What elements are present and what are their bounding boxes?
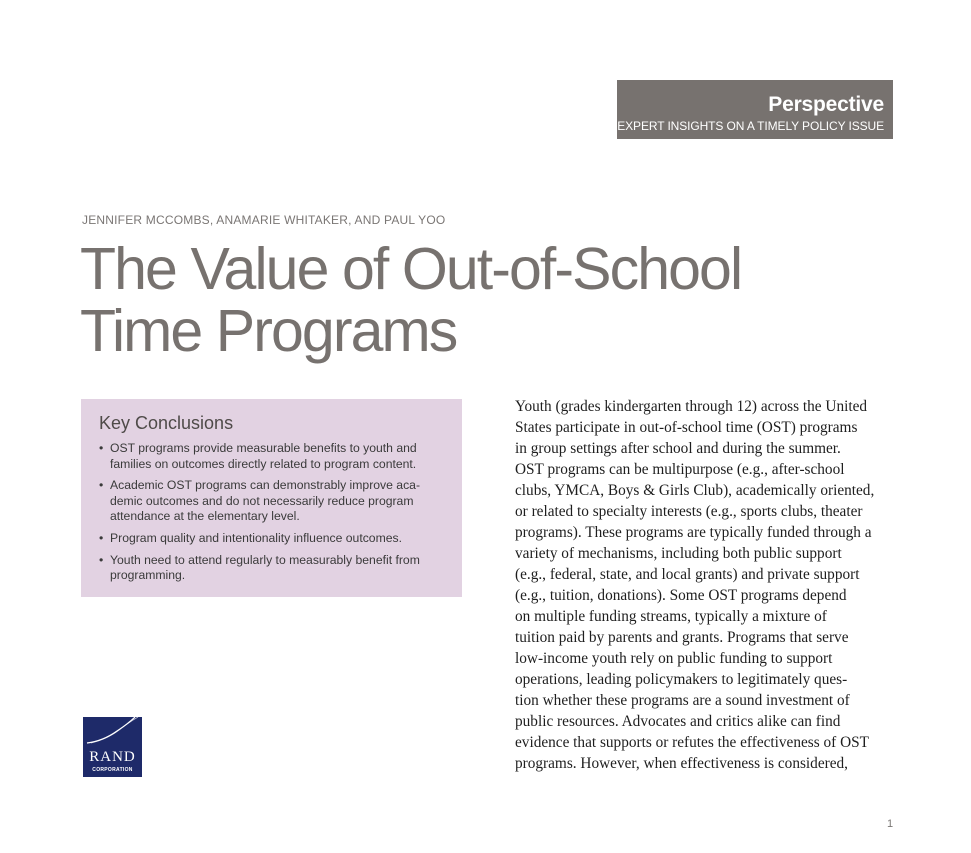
title-line: The Value of Out-of-School xyxy=(80,236,742,302)
bullet: • xyxy=(99,552,104,567)
body-line: low-income youth rely on public funding to support xyxy=(515,650,833,667)
bullet: • xyxy=(99,530,104,545)
list-item-line: families on outcomes directly related to program content. xyxy=(110,456,417,471)
logo-subtitle: CORPORATION xyxy=(92,767,133,773)
body-line: (e.g., federal, state, and local grants) and private support xyxy=(515,566,860,583)
body-line: on multiple funding streams, typically a mixture of xyxy=(515,608,827,625)
body-line: tuition paid by parents and grants. Programs that serve xyxy=(515,629,849,646)
logo-name: RAND xyxy=(89,749,136,765)
list-item xyxy=(99,553,438,584)
list-item-line: Youth need to attend regularly to measurably benefit from xyxy=(110,552,420,567)
list-item xyxy=(99,441,438,472)
rand-logo xyxy=(83,717,142,777)
list-item-line: OST programs provide measurable benefits to youth and xyxy=(110,441,417,455)
body-line: variety of mechanisms, including both public support xyxy=(515,545,842,562)
body-line: operations, leading policymakers to legitimately ques- xyxy=(515,671,848,688)
body-line: tion whether these programs are a sound investment of xyxy=(515,692,850,709)
body-text xyxy=(515,396,905,774)
perspective-banner xyxy=(617,80,893,139)
list-item-line: attendance at the elementary level. xyxy=(110,509,300,524)
page-number: 1 xyxy=(887,818,894,830)
bullet: • xyxy=(99,441,104,455)
body-line: (e.g., tuition, donations). Some OST programs depend xyxy=(515,587,847,604)
list-item-line: programming. xyxy=(110,568,186,583)
page-title xyxy=(80,238,840,362)
body-line: in group settings after school and during the summer. xyxy=(515,440,841,457)
key-conclusions-list xyxy=(99,441,438,584)
body-line: Youth (grades kindergarten through 12) across the United xyxy=(515,398,868,415)
body-line: evidence that supports or refutes the effectiveness of OST xyxy=(515,734,869,751)
key-conclusions-heading: Key Conclusions xyxy=(99,413,234,433)
perspective-subtitle: EXPERT INSIGHTS ON A TIMELY POLICY ISSUE xyxy=(617,119,884,133)
list-item-line: Academic OST programs can demonstrably improve aca- xyxy=(110,478,421,493)
body-line: or related to specialty interests (e.g., sports clubs, theater xyxy=(515,503,863,520)
body-line: programs). These programs are typically funded through a xyxy=(515,524,872,541)
body-line: clubs, YMCA, Boys & Girls Club), academically oriented, xyxy=(515,482,875,499)
body-line: OST programs can be multipurpose (e.g., after-school xyxy=(515,461,845,478)
body-line: programs. However, when effectiveness is considered, xyxy=(515,755,848,772)
list-item-line: Program quality and intentionality influence outcomes. xyxy=(110,530,402,545)
bullet: • xyxy=(99,478,104,493)
list-item xyxy=(99,478,438,525)
authors-line: JENNIFER MCCOMBS, ANAMARIE WHITAKER, AND PAUL YOO xyxy=(82,213,446,227)
title-line: Time Programs xyxy=(80,298,457,364)
list-item-line: demic outcomes and do not necessarily reduce program xyxy=(110,493,414,508)
list-item xyxy=(99,531,438,547)
body-line: States participate in out-of-school time (OST) programs xyxy=(515,419,858,436)
body-line: public resources. Advocates and critics alike can find xyxy=(515,713,841,730)
perspective-title: Perspective xyxy=(768,93,884,116)
key-conclusions-box xyxy=(81,399,462,597)
